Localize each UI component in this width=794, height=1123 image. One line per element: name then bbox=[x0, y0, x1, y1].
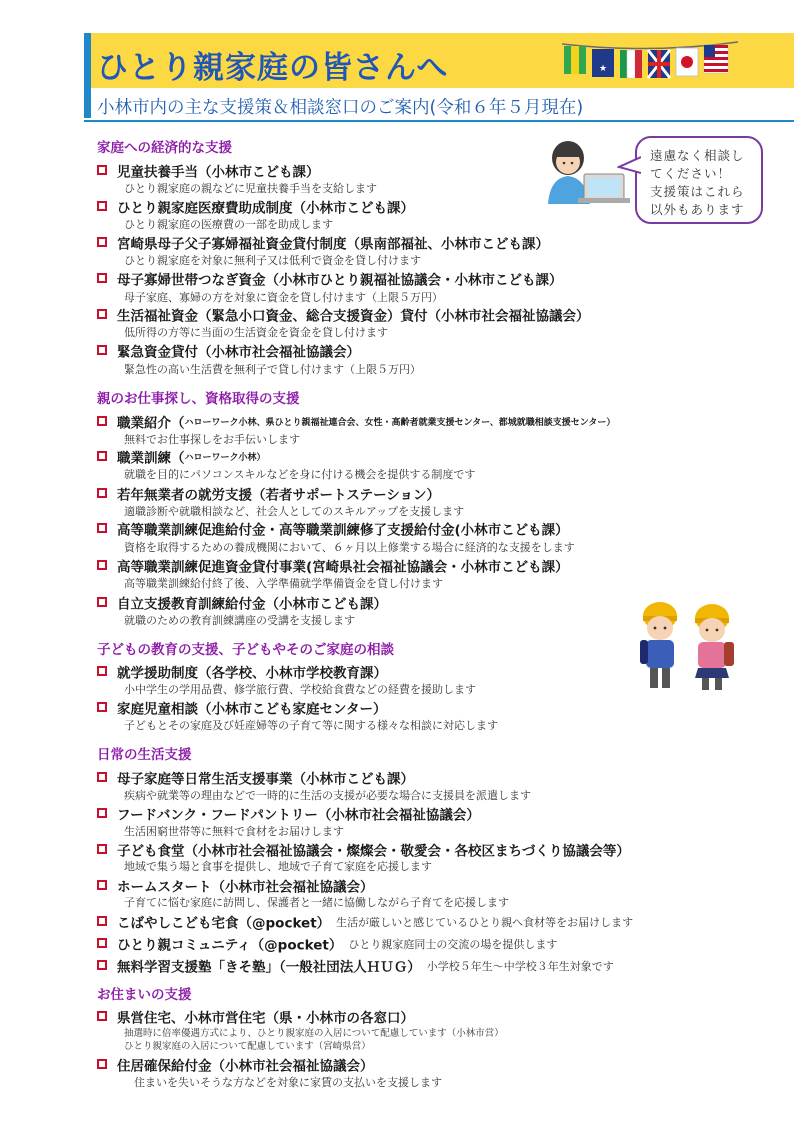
item-title: 就学援助制度（各学校、小林市学校教育課） bbox=[117, 665, 387, 682]
item-desc: 適職診断や就職相談など、社会人としてのスキルアップを支援します bbox=[124, 505, 465, 518]
item-title: 宮崎県母子父子寡婦福祉資金貸付制度（県南部福祉、小林市こども課） bbox=[117, 236, 549, 253]
list-item bbox=[97, 661, 387, 682]
item-title: こばやしこども宅食（@pocket） bbox=[117, 915, 331, 932]
item-title: 県営住宅、小林市営住宅（県・小林市の各窓口） bbox=[117, 1010, 414, 1027]
checkbox-icon bbox=[97, 165, 107, 175]
item-title: 高等職業訓練促進給付金・高等職業訓練修了支援給付金(小林市こども課） bbox=[117, 522, 569, 539]
item-desc: 緊急性の高い生活費を無利子で貸し付けます（上限５万円） bbox=[124, 363, 421, 376]
item-desc: ひとり親家庭の親などに児童扶養手当を支給します bbox=[124, 182, 377, 195]
item-desc: 母子家庭、寡婦の方を対象に資金を貸し付けます（上限５万円） bbox=[124, 291, 443, 304]
item-desc: 子育てに悩む家庭に訪問し、保護者と一緒に協働しながら子育てを応援します bbox=[124, 896, 509, 909]
list-item bbox=[97, 1054, 374, 1075]
item-title: 無料学習支援塾「きそ塾」（一般社団法人ＨＵＧ） bbox=[117, 959, 421, 976]
checkbox-icon bbox=[97, 916, 107, 926]
list-item bbox=[97, 933, 557, 954]
bubble-line: 遠慮なく相談し bbox=[650, 148, 745, 163]
item-desc: 子どもとその家庭及び妊産婦等の子育て等に関する様々な相談に対応します bbox=[124, 719, 498, 732]
checkbox-icon bbox=[97, 666, 107, 676]
speech-bubble-tail bbox=[617, 155, 641, 177]
flag-japan-icon bbox=[676, 48, 698, 76]
section-title: 家庭への経済的な支援 bbox=[97, 140, 232, 156]
checkbox-icon bbox=[97, 345, 107, 355]
checkbox-icon bbox=[97, 273, 107, 283]
list-item bbox=[97, 160, 320, 181]
item-desc: 低所得の方等に当面の生活資金を資金を貸し付けます bbox=[124, 326, 388, 339]
page-subtitle: 小林市内の主な支援策＆相談窓口のご案内(令和６年５月現在) bbox=[97, 98, 584, 118]
bubble-line: 以外もあります bbox=[650, 202, 745, 217]
flag-usa-icon bbox=[704, 45, 728, 73]
checkbox-icon bbox=[97, 309, 107, 319]
checkbox-icon bbox=[97, 1011, 107, 1021]
item-title-org: ハローワーク小林、県ひとり親福祉連合会、女性・高齢者就業支援センター、都城就職相談支援センター） bbox=[184, 418, 616, 428]
item-desc: 無料でお仕事探しをお手伝いします bbox=[124, 433, 300, 446]
item-title: 緊急資金貸付（小林市社会福祉協議会） bbox=[117, 344, 360, 361]
flag-italy-icon bbox=[620, 50, 642, 78]
item-desc: 資格を取得するための養成機関において、６ヶ月以上修業する場合に経済的な支援をします bbox=[124, 541, 575, 554]
list-item bbox=[97, 483, 440, 504]
checkbox-icon bbox=[97, 808, 107, 818]
list-item bbox=[97, 767, 414, 788]
item-desc: 疾病や就業等の理由などで一時的に生活の支援が必要な場合に支援員を派遣します bbox=[124, 789, 531, 802]
checkbox-icon bbox=[97, 702, 107, 712]
item-desc: 就職を目的にパソコンスキルなどを身に付ける機会を提供する制度です bbox=[124, 468, 476, 481]
flag-bunting-icon bbox=[560, 38, 740, 86]
subtitle-underline bbox=[84, 120, 794, 122]
list-item bbox=[97, 304, 590, 325]
flag-uk-icon bbox=[648, 50, 670, 78]
list-item bbox=[97, 268, 563, 289]
checkbox-icon bbox=[97, 488, 107, 498]
item-title: 住居確保給付金（小林市社会福祉協議会） bbox=[117, 1058, 374, 1075]
checkbox-icon bbox=[97, 772, 107, 782]
item-desc: 地域で集う場と食事を提供し、地域で子育て家庭を応援します bbox=[124, 860, 432, 873]
list-item bbox=[97, 555, 569, 576]
item-title: ホームスタート（小林市社会福祉協議会） bbox=[117, 879, 374, 896]
item-desc-inline: 小学校５年生～中学校３年生対象です bbox=[426, 959, 614, 973]
flag-australia-icon bbox=[592, 49, 614, 77]
checkbox-icon bbox=[97, 560, 107, 570]
checkbox-icon bbox=[97, 523, 107, 533]
section-title: 親のお仕事探し、資格取得の支援 bbox=[97, 391, 300, 407]
schoolchildren-icon bbox=[632, 598, 742, 694]
item-title: フードバンク・フードパントリー（小林市社会福祉協議会） bbox=[117, 807, 480, 824]
item-title: 生活福祉資金（緊急小口資金、総合支援資金）貸付（小林市社会福祉協議会） bbox=[117, 308, 590, 325]
item-title: 児童扶養手当（小林市こども課） bbox=[117, 164, 320, 181]
checkbox-icon bbox=[97, 201, 107, 211]
section-title: お住まいの支援 bbox=[97, 987, 192, 1003]
list-item bbox=[97, 911, 633, 932]
item-desc: 抽選時に倍率優遇方式により、ひとり親家庭の入居について配慮しています（小林市営） bbox=[124, 1028, 504, 1039]
item-title: 母子家庭等日常生活支援事業（小林市こども課） bbox=[117, 771, 414, 788]
header-accent-bar bbox=[84, 33, 91, 118]
list-item bbox=[97, 875, 374, 896]
list-item bbox=[97, 592, 387, 613]
item-title-org: ハローワーク小林） bbox=[184, 453, 266, 463]
list-item bbox=[97, 1006, 414, 1027]
item-desc: ひとり親家庭の医療費の一部を助成します bbox=[124, 218, 333, 231]
item-title: 母子寡婦世帯つなぎ資金（小林市ひとり親福祉協議会・小林市こども課） bbox=[117, 272, 563, 289]
item-desc: ひとり親家庭を対象に無利子又は低利で資金を貸し付けます bbox=[124, 254, 421, 267]
list-item bbox=[97, 232, 549, 253]
list-item bbox=[97, 196, 414, 217]
list-item bbox=[97, 803, 480, 824]
item-desc: 生活困窮世帯等に無料で食材をお届けします bbox=[124, 825, 344, 838]
list-item bbox=[97, 955, 614, 976]
item-desc: 小中学生の学用品費、修学旅行費、学校給食費などの経費を援助します bbox=[124, 683, 476, 696]
item-title: 家庭児童相談（小林市こども家庭センター） bbox=[117, 701, 387, 718]
checkbox-icon bbox=[97, 880, 107, 890]
svg-text:★: ★ bbox=[599, 64, 608, 74]
item-desc: 高等職業訓練給付終了後、入学準備就学準備資金を貸し付けます bbox=[124, 577, 443, 590]
item-desc: ひとり親家庭の入居について配慮しています（宮崎県営） bbox=[124, 1041, 371, 1052]
checkbox-icon bbox=[97, 938, 107, 948]
bubble-line: てください！ bbox=[650, 166, 732, 181]
page-title: ひとり親家庭の皆さんへ bbox=[97, 50, 449, 86]
item-title: ひとり親家庭医療費助成制度（小林市こども課） bbox=[117, 200, 414, 217]
item-desc-inline: ひとり親家庭同士の交流の場を提供します bbox=[348, 937, 558, 951]
item-title: ひとり親コミュニティ（@pocket） bbox=[117, 937, 343, 954]
bubble-line: 支援策はこれら bbox=[650, 184, 745, 199]
item-title: 子ども食堂（小林市社会福祉協議会・燦燦会・敬愛会・各校区まちづくり協議会等） bbox=[117, 843, 630, 860]
item-title: 職業訓練（ bbox=[117, 450, 185, 467]
checkbox-icon bbox=[97, 844, 107, 854]
checkbox-icon bbox=[97, 451, 107, 461]
item-title: 自立支援教育訓練給付金（小林市こども課） bbox=[117, 596, 387, 613]
item-desc-inline: 生活が厳しいと感じているひとり親へ食材等をお届けします bbox=[336, 915, 634, 929]
checkbox-icon bbox=[97, 960, 107, 970]
section-title: 日常の生活支援 bbox=[97, 747, 192, 763]
list-item bbox=[97, 697, 386, 718]
checkbox-icon bbox=[97, 597, 107, 607]
list-item bbox=[97, 518, 569, 539]
list-item bbox=[97, 411, 615, 432]
flag-green-icon bbox=[564, 46, 586, 74]
checkbox-icon bbox=[97, 416, 107, 426]
list-item bbox=[97, 446, 266, 467]
checkbox-icon bbox=[97, 237, 107, 247]
list-item bbox=[97, 839, 630, 860]
item-title: 職業紹介（ bbox=[117, 415, 185, 432]
item-desc: 就職のための教育訓練講座の受講を支援します bbox=[124, 614, 355, 627]
list-item bbox=[97, 340, 360, 361]
item-desc: 住まいを失いそうな方などを対象に家賃の支払いを支援します bbox=[134, 1076, 442, 1089]
item-title: 若年無業者の就労支援（若者サポートステーション） bbox=[117, 487, 441, 504]
checkbox-icon bbox=[97, 1059, 107, 1069]
item-title: 高等職業訓練促進資金貸付事業(宮崎県社会福祉協議会・小林市こども課） bbox=[117, 559, 569, 576]
section-title: 子どもの教育の支援、子どもやそのご家庭の相談 bbox=[97, 642, 394, 658]
